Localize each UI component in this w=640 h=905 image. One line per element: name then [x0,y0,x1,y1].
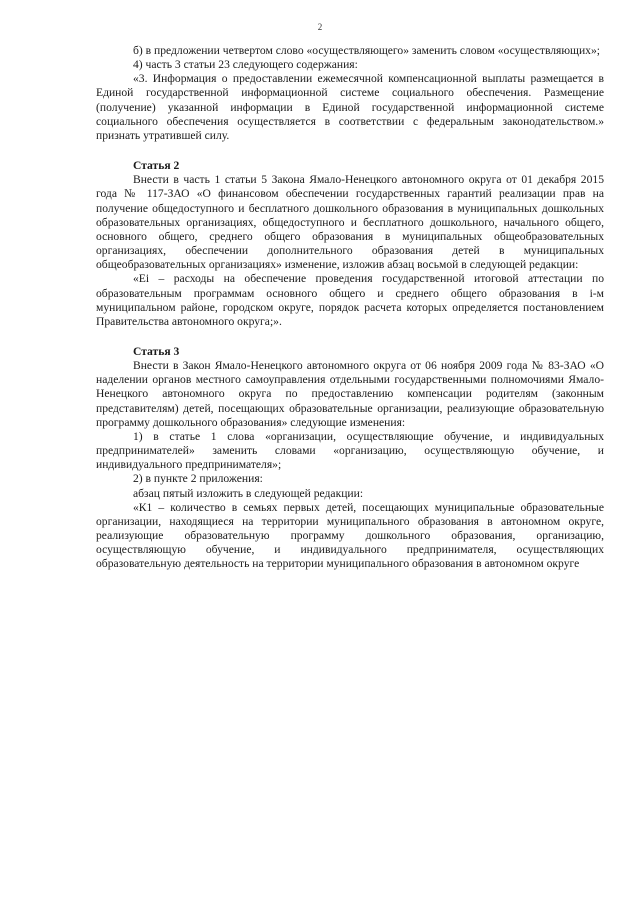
article-3-item-2: 2) в пункте 2 приложения: [133,472,263,486]
article-2-quote: «Ei – расходы на обеспечение проведения государственной итоговой аттестации по образовательным программам основного общего и среднего общего образования в i-м муниципальном районе, городском округе, порядок расчета которых определяется постановлением Правительства автономного округа;». [96,272,604,328]
article-2-heading: Статья 2 [133,159,180,173]
article-2-intro: Внести в часть 1 статьи 5 Закона Ямало-Ненецкого автономного округа от 01 декабря 2015 года № 117-ЗАО «О финансовом обеспечении государственных гарантий реализации прав на получение общедоступного и бесплатного дошкольного образования в муниципальных дошкольных образовательных организациях, общедоступного и бесплатного дошкольного, начального общего, основного общего, среднего общего образования в муниципальных общеобразовательных организациях, обеспечении дополнительного образования детей в муниципальных общеобразовательных организациях» изменение, изложив абзац восьмой в следующей редакции: [96,173,604,272]
document-body [96,44,604,571]
spacer [96,143,604,159]
paragraph-item-b: б) в предложении четвертом слово «осуществляющего» заменить словом «осуществляющих»; [133,44,600,57]
paragraph-item-4: 4) часть 3 статьи 23 следующего содержания: [133,58,358,72]
article-3-quote-k1: «К1 – количество в семьях первых детей, посещающих муниципальные образовательные организации, находящиеся на территории муниципального образования в автономном округе, реализующие образовательную программу дошкольного образования, организацию, осуществляющую обучение, и индивидуального предпринимателя, осуществляющих образовательную деятельность на территории муниципального образования в автономном округе [96,500,604,571]
article-3-paragraph-5: абзац пятый изложить в следующей редакции: [133,486,364,500]
article-3-intro: Внести в Закон Ямало-Ненецкого автономного округа от 06 ноября 2009 года № 83-ЗАО «О наделении органов местного самоуправления отдельными государственными полномочиями Ямало-Ненецкого автономного округа по предоставлению компенсации родителям (законным представителям) детей, посещающих образовательные организации, реализующие образовательную программу дошкольного образования» следующие изменения: [96,359,604,429]
page-number: 2 [317,22,323,32]
article-3-heading: Статья 3 [133,344,180,358]
paragraph-quote-part-3: «3. Информация о предоставлении ежемесячной компенсационной выплаты размещается в Единой государственной информационной системе социального обеспечения. Размещение (получение) указанной информации в Единой государственной информационной системе социального обеспечения осуществляется в соответствии с федеральным законодательством.» признать утратившей силу. [96,72,604,142]
article-3-item-1: 1) в статье 1 слова «организации, осуществляющие обучение, и индивидуальных предпринимателей» заменить словами «организацию, осуществляющую обучение, и индивидуального предпринимателя»; [96,429,604,472]
spacer [96,329,604,345]
